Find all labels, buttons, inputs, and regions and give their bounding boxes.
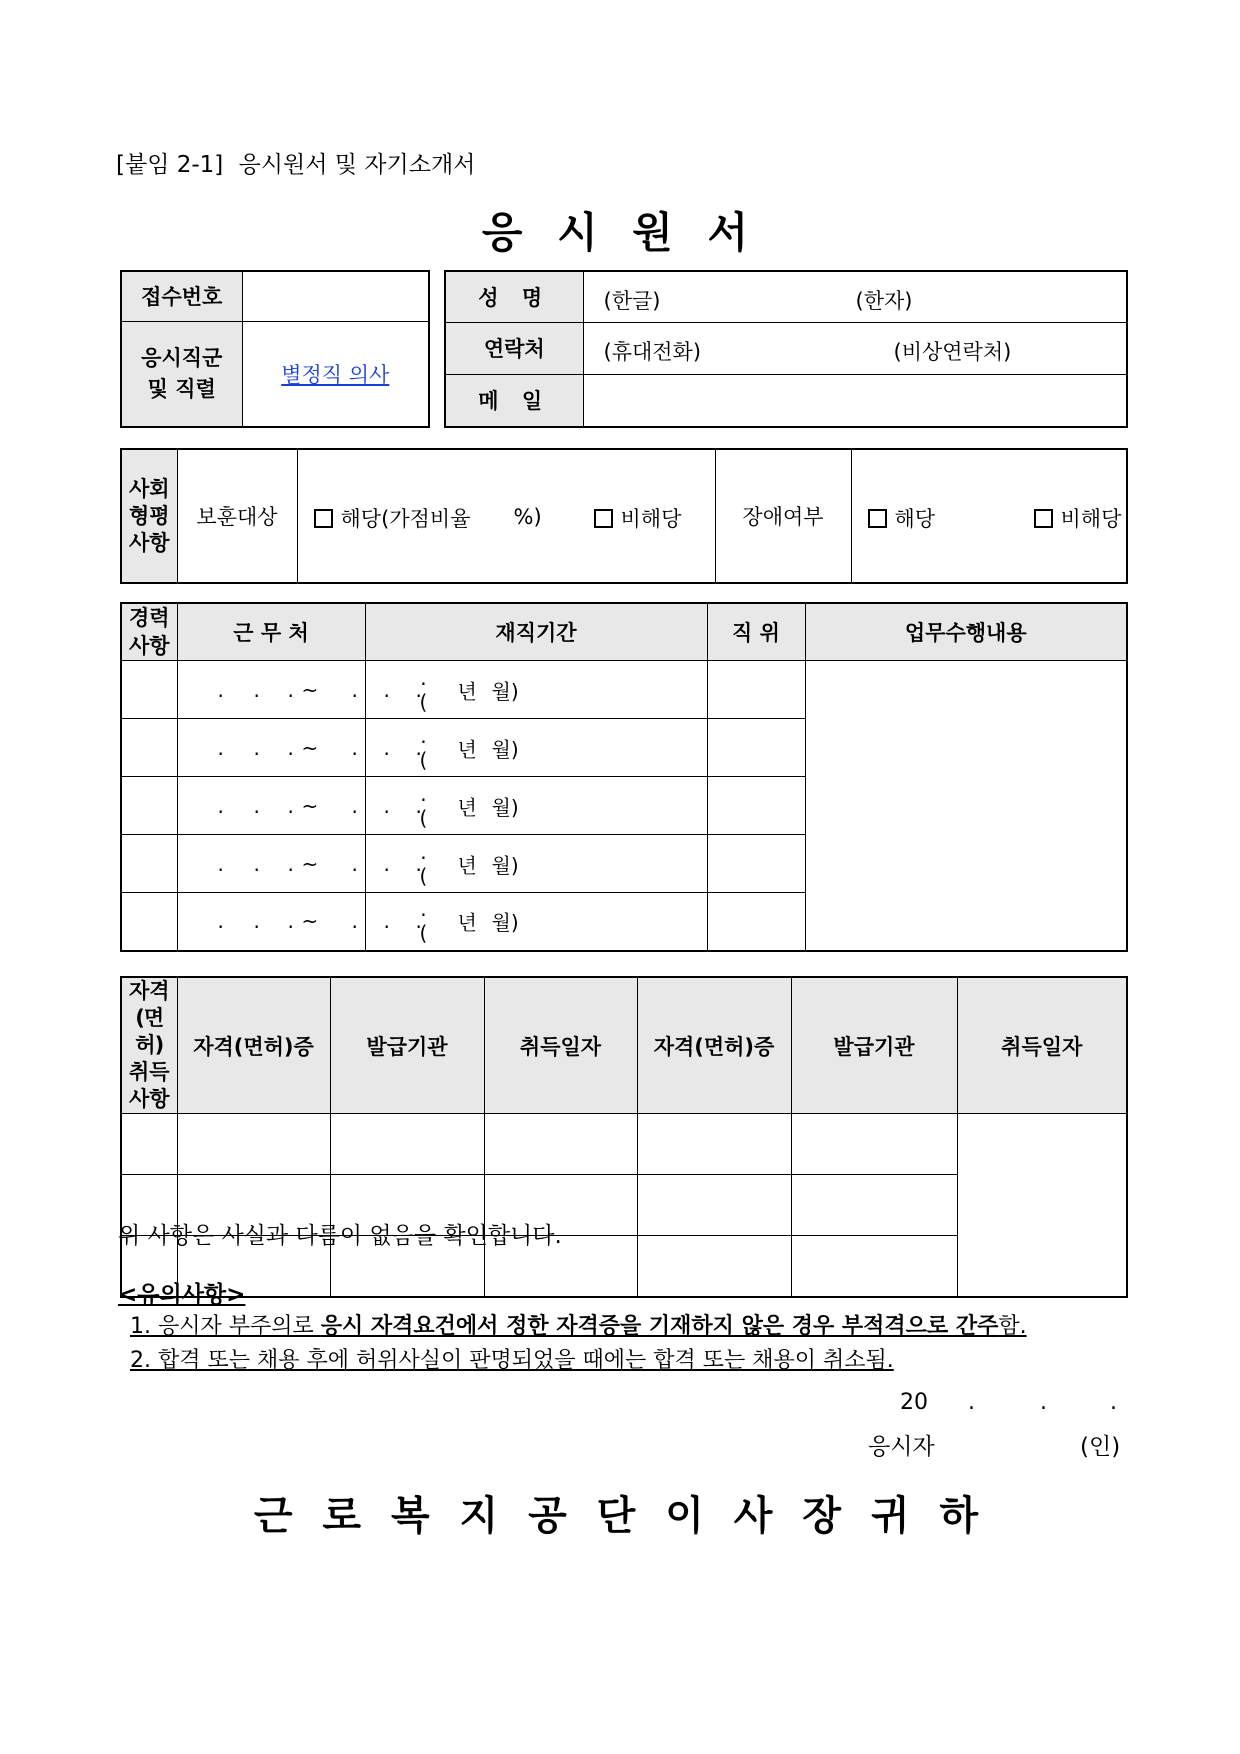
period-month: 월) [491,795,519,819]
period-dot: . [383,677,390,702]
license-header-cert-1: 자격(면허)증 [177,977,330,1114]
career-label-line1: 경력 [128,606,170,630]
period-dot: . [253,851,260,876]
period-tilde: ~ [301,735,319,760]
period-year: 년 [457,910,477,935]
period-dot: . [351,735,358,760]
period-dot: . [253,677,260,702]
veteran-label: 보훈대상 [177,449,297,583]
period-dot: . [253,793,260,818]
veteran-no-label: 비해당 [620,507,682,531]
period-year: 년 [457,737,477,761]
note-1-prefix: 1. 응시자 부주의로 [130,1314,321,1339]
period-tilde: ~ [301,851,319,876]
career-workplace-field[interactable] [121,835,177,893]
career-period-template [178,893,519,950]
career-row [121,661,1127,719]
career-rows [121,661,1127,951]
attachment-title: 응시원서 및 자기소개서 [238,152,476,178]
period-dot: . [383,735,390,760]
receipt-number-label: 접수번호 [121,271,242,321]
period-dot: . [415,677,422,702]
period-dot: . [351,793,358,818]
period-dot: . [287,735,294,760]
attachment-header [116,146,475,179]
period-dot: . [217,735,224,760]
career-period-field[interactable] [177,661,519,719]
veteran-percent-label: %) [513,505,542,529]
job-category-label [121,321,242,427]
period-paren-open: .( [419,723,428,772]
career-period-field[interactable] [177,835,519,893]
confirm-statement: 위 사항은 사실과 다름이 없음을 확인합니다. [118,1223,562,1249]
career-row [121,835,1127,893]
license-cert-field[interactable] [121,1114,177,1175]
license-date-field[interactable] [791,1175,957,1236]
career-workplace-field[interactable] [121,661,177,719]
period-paren-open: .( [419,839,428,888]
career-header-duties: 업무수행내용 [805,603,1127,661]
license-rows [121,1114,1127,1297]
date-dot-day: . [1110,1390,1117,1415]
contact-label: 연락처 [445,322,583,374]
period-month: 월) [491,910,519,935]
career-workplace-field[interactable] [121,893,177,951]
career-duties-field[interactable] [707,719,805,777]
career-header-workplace: 근 무 처 [177,603,365,661]
career-period-field[interactable] [177,719,519,777]
career-label-line2: 사항 [128,634,170,658]
license-issuer-field[interactable] [637,1175,791,1236]
disability-options [851,449,1127,583]
career-period-template [178,835,519,892]
license-label [121,977,177,1114]
disability-no-option[interactable] [1034,503,1122,533]
period-dot: . [383,909,390,934]
info-right-table [444,270,1128,428]
license-header-date-1: 취득일자 [484,977,637,1114]
emergency-contact-label: (비상연락처) [893,339,1012,364]
period-year: 년 [457,853,477,877]
career-period-template [178,777,519,834]
career-period-field[interactable] [177,777,519,835]
seal-label: (인) [1080,1434,1121,1460]
license-row [121,1114,1127,1175]
period-month: 월) [491,853,519,877]
social-equity-table [120,448,1128,584]
period-paren-open: .( [419,897,428,946]
career-duties-field[interactable] [707,661,805,719]
social-equity-label-line1: 사회 [128,476,170,501]
disability-no-label: 비해당 [1060,507,1122,531]
date-dot-year: . [968,1390,975,1415]
period-month: 월) [491,679,519,703]
social-equity-label [121,449,177,583]
period-dot: . [383,793,390,818]
period-dot: . [383,851,390,876]
period-dot: . [217,793,224,818]
career-row [121,893,1127,951]
license-cert-field[interactable] [484,1114,637,1175]
veteran-yes-option[interactable] [314,503,471,533]
period-year: 년 [457,679,477,703]
career-row [121,719,1127,777]
period-year: 년 [457,795,477,819]
period-month: 월) [491,737,519,761]
career-duties-field[interactable] [707,777,805,835]
period-dot: . [287,677,294,702]
veteran-yes-label: 해당(가점비율 [340,507,471,531]
job-category-value: 별정직 의사 [281,362,390,387]
career-label [121,603,177,661]
period-dot: . [415,735,422,760]
period-paren-open: .( [419,665,428,714]
disability-no-checkbox[interactable] [1034,509,1053,528]
career-duties-field[interactable] [707,893,805,951]
license-date-field[interactable] [330,1114,484,1175]
period-tilde: ~ [301,677,319,702]
email-field[interactable] [583,374,1127,427]
date-dot-month: . [1040,1390,1047,1415]
job-category-label-line2: 및 직렬 [147,376,216,401]
career-period-template [178,719,519,776]
period-dot: . [217,851,224,876]
veteran-no-checkbox[interactable] [594,509,613,528]
period-dot: . [351,909,358,934]
career-workplace-field[interactable] [121,777,177,835]
disability-yes-checkbox[interactable] [868,509,887,528]
email-label: 메 일 [445,374,583,427]
veteran-yes-checkbox[interactable] [314,509,333,528]
veteran-options [297,449,715,583]
period-dot: . [253,735,260,760]
social-equity-label-line2: 형평 [128,503,170,528]
name-field[interactable] [583,271,1127,322]
period-dot: . [217,677,224,702]
period-dot: . [415,851,422,876]
social-equity-label-line3: 사항 [128,530,170,555]
career-period-template [178,661,519,718]
license-issuer-field[interactable] [177,1114,330,1175]
license-header-issuer-2: 발급기관 [791,977,957,1114]
note-2: 2. 합격 또는 채용 후에 허위사실이 판명되었을 때에는 합격 또는 채용이 취소됨. [130,1348,894,1373]
period-tilde: ~ [301,909,319,934]
license-header-issuer-1: 발급기관 [330,977,484,1114]
name-label: 성 명 [445,271,583,322]
career-header-position: 직 위 [707,603,805,661]
applicant-label: 응시자 [868,1434,935,1460]
period-dot: . [415,909,422,934]
period-paren-open: .( [419,781,428,830]
receipt-number-field[interactable] [242,271,429,321]
job-category-label-line1: 응시직군 [141,345,223,370]
disability-label: 장애여부 [715,449,851,583]
license-label-line3: 취득 [128,1060,170,1084]
period-dot: . [351,851,358,876]
license-label-line4: 사항 [128,1087,170,1111]
career-header-period: 재직기간 [365,603,707,661]
note-1-suffix: 함. [998,1314,1027,1339]
license-label-line1: 자격 [128,979,170,1003]
period-dot: . [415,793,422,818]
license-issuer-field[interactable] [637,1114,791,1175]
period-dot: . [253,909,260,934]
mobile-label: (휴대전화) [603,339,702,364]
period-dot: . [287,909,294,934]
license-header-date-2: 취득일자 [957,977,1127,1114]
attachment-label: [붙임 2-1] [116,152,224,178]
veteran-no-option[interactable] [594,503,682,533]
license-issuer-field[interactable] [637,1236,791,1297]
career-period-field[interactable] [177,893,519,951]
period-dot: . [217,909,224,934]
disability-yes-label: 해당 [894,507,936,531]
info-left-table [120,270,430,428]
contact-field[interactable] [583,322,1127,374]
period-tilde: ~ [301,793,319,818]
career-workplace-field[interactable] [121,719,177,777]
recipient: 근 로 복 지 공 단 이 사 장 귀 하 [253,1493,987,1539]
name-korean-label: (한글) [603,289,661,313]
career-row [121,777,1127,835]
page-title: 응 시 원 서 [481,208,759,257]
date-year-prefix: 20 [900,1390,928,1415]
period-dot: . [287,851,294,876]
career-table [120,602,1128,952]
period-dot: . [351,677,358,702]
note-1-bold: 응시 자격요건에서 정한 자격증을 기재하지 않은 경우 부적격으로 간주 [320,1314,999,1339]
name-hanja-label: (한자) [855,289,913,313]
license-header-cert-2: 자격(면허)증 [637,977,791,1114]
career-duties-field[interactable] [707,835,805,893]
note-1 [130,1309,1027,1340]
disability-yes-option[interactable] [868,503,936,533]
notes-heading: <유의사항> [118,1282,246,1308]
license-date-field[interactable] [791,1114,957,1175]
license-date-field[interactable] [791,1236,957,1297]
license-label-line2: (면허) [135,1006,164,1057]
date-line [0,1390,1240,1420]
period-dot: . [287,793,294,818]
job-category-field[interactable] [242,321,429,427]
